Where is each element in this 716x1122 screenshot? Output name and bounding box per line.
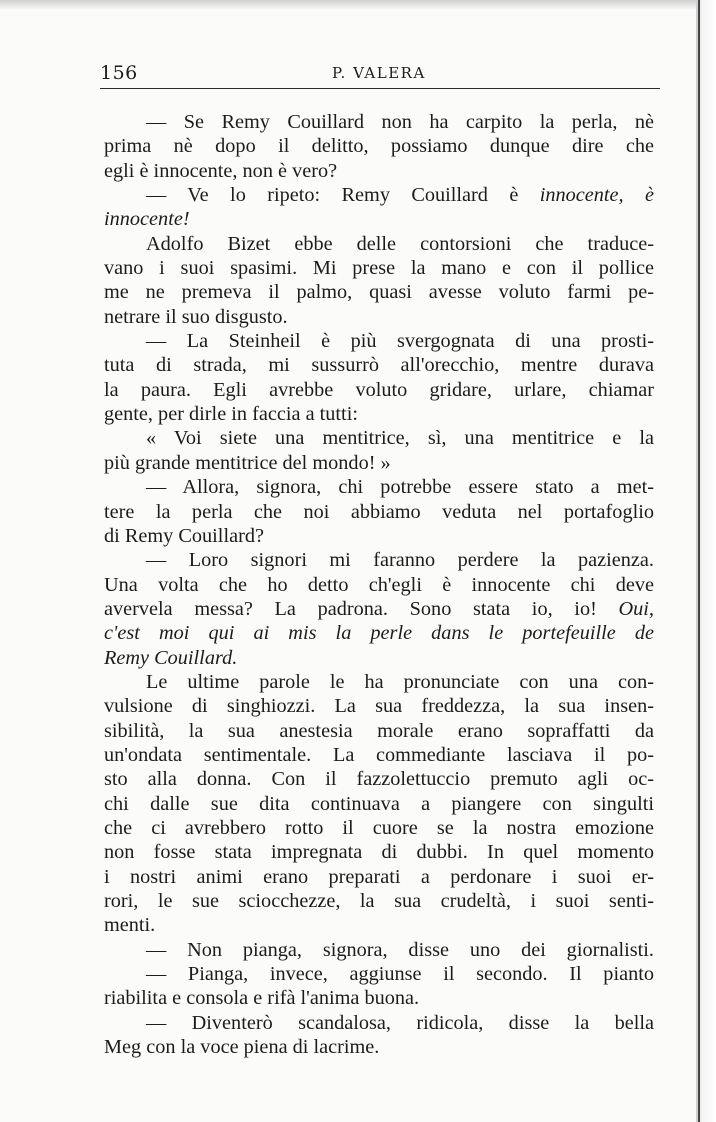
body-text <box>104 110 654 1059</box>
text-line: — Allora, signora, chi potrebbe essere stato a met- <box>146 476 654 499</box>
text-line: non fosse stata impregnata di dubbi. In quel momento <box>104 841 654 864</box>
text-line: chi dalle sue dita continuava a piangere con singulti <box>104 792 654 815</box>
text-line: — Ve lo ripeto: Remy Couillard è innocente, è <box>146 184 654 207</box>
text-line: Una volta che ho detto ch'egli è innocente chi deve <box>104 573 654 596</box>
text-line: innocente! <box>104 208 190 231</box>
text-line: « Voi siete una mentitrice, sì, una mentitrice e la <box>146 427 654 450</box>
text-line: — Se Remy Couillard non ha carpito la perla, nè <box>146 111 654 133</box>
text-line: prima nè dopo il delitto, possiamo dunque dire che <box>104 135 654 158</box>
text-line: — Loro signori mi faranno perdere la pazienza. <box>146 549 654 572</box>
text-line: la paura. Egli avrebbe voluto gridare, urlare, chiamar <box>104 378 654 401</box>
text-line: avervela messa? La padrona. Sono stata io, io! Oui, <box>104 597 654 620</box>
text-line: egli è innocente, non è vero? <box>104 159 338 182</box>
text-line: che ci avrebbero rotto il cuore se la nostra emozione <box>104 816 654 839</box>
text-line: Adolfo Bizet ebbe delle contorsioni che traduce- <box>146 232 654 255</box>
text-line: Remy Couillard. <box>104 646 238 669</box>
text-line: Le ultime parole le ha pronunciate con una con- <box>146 670 654 693</box>
page-top-shadow <box>0 0 716 10</box>
text-line: c'est moi qui ai mis la perle dans le portefeuille de <box>104 622 654 645</box>
text-line: di Remy Couillard? <box>104 524 264 547</box>
text-line: sibilità, la sua anestesia morale erano sopraffatti da <box>104 719 654 742</box>
text-line: — La Steinheil è più svergognata di una prosti- <box>146 330 654 353</box>
binding-line <box>698 0 700 1122</box>
text-line: vulsione di singhiozzi. La sua freddezza, la sua insen- <box>104 695 654 718</box>
text-line: i nostri animi erano preparati a perdonare i suoi er- <box>104 865 654 888</box>
page-number: 156 <box>100 62 138 84</box>
running-head: P. VALERA <box>332 64 426 82</box>
text-line: più grande mentitrice del mondo! » <box>104 451 391 474</box>
text-line: riabilita e consola e rifà l'anima buona. <box>104 987 420 1010</box>
page-header <box>100 62 660 89</box>
text-line: tuta di strada, mi sussurrò all'orecchio, mentre durava <box>104 354 654 377</box>
text-line: menti. <box>104 914 156 937</box>
text-line: me ne premeva il palmo, quasi avesse voluto farmi pe- <box>104 281 654 304</box>
text-line: rori, le sue sciocchezze, la sua crudeltà, i suoi senti- <box>104 890 654 912</box>
text-line: vano i suoi spasimi. Mi prese la mano e con il pollice <box>104 257 654 280</box>
text-line: un'ondata sentimentale. La commediante lasciava il po- <box>104 743 654 766</box>
text-line: — Non pianga, signora, disse uno dei giornalisti. <box>146 938 654 961</box>
text-line: gente, per dirle in faccia a tutti: <box>104 403 358 426</box>
text-line: netrare il suo disgusto. <box>104 305 288 328</box>
text-line: — Pianga, invece, aggiunse il secondo. Il pianto <box>146 963 654 986</box>
text-line: sto alla donna. Con il fazzolettuccio premuto agli oc- <box>104 768 654 791</box>
text-line: tere la perla che noi abbiamo veduta nel portafoglio <box>104 500 654 523</box>
text-line: Meg con la voce piena di lacrime. <box>104 1036 380 1059</box>
text-line: — Diventerò scandalosa, ridicola, disse la bella <box>146 1011 654 1034</box>
